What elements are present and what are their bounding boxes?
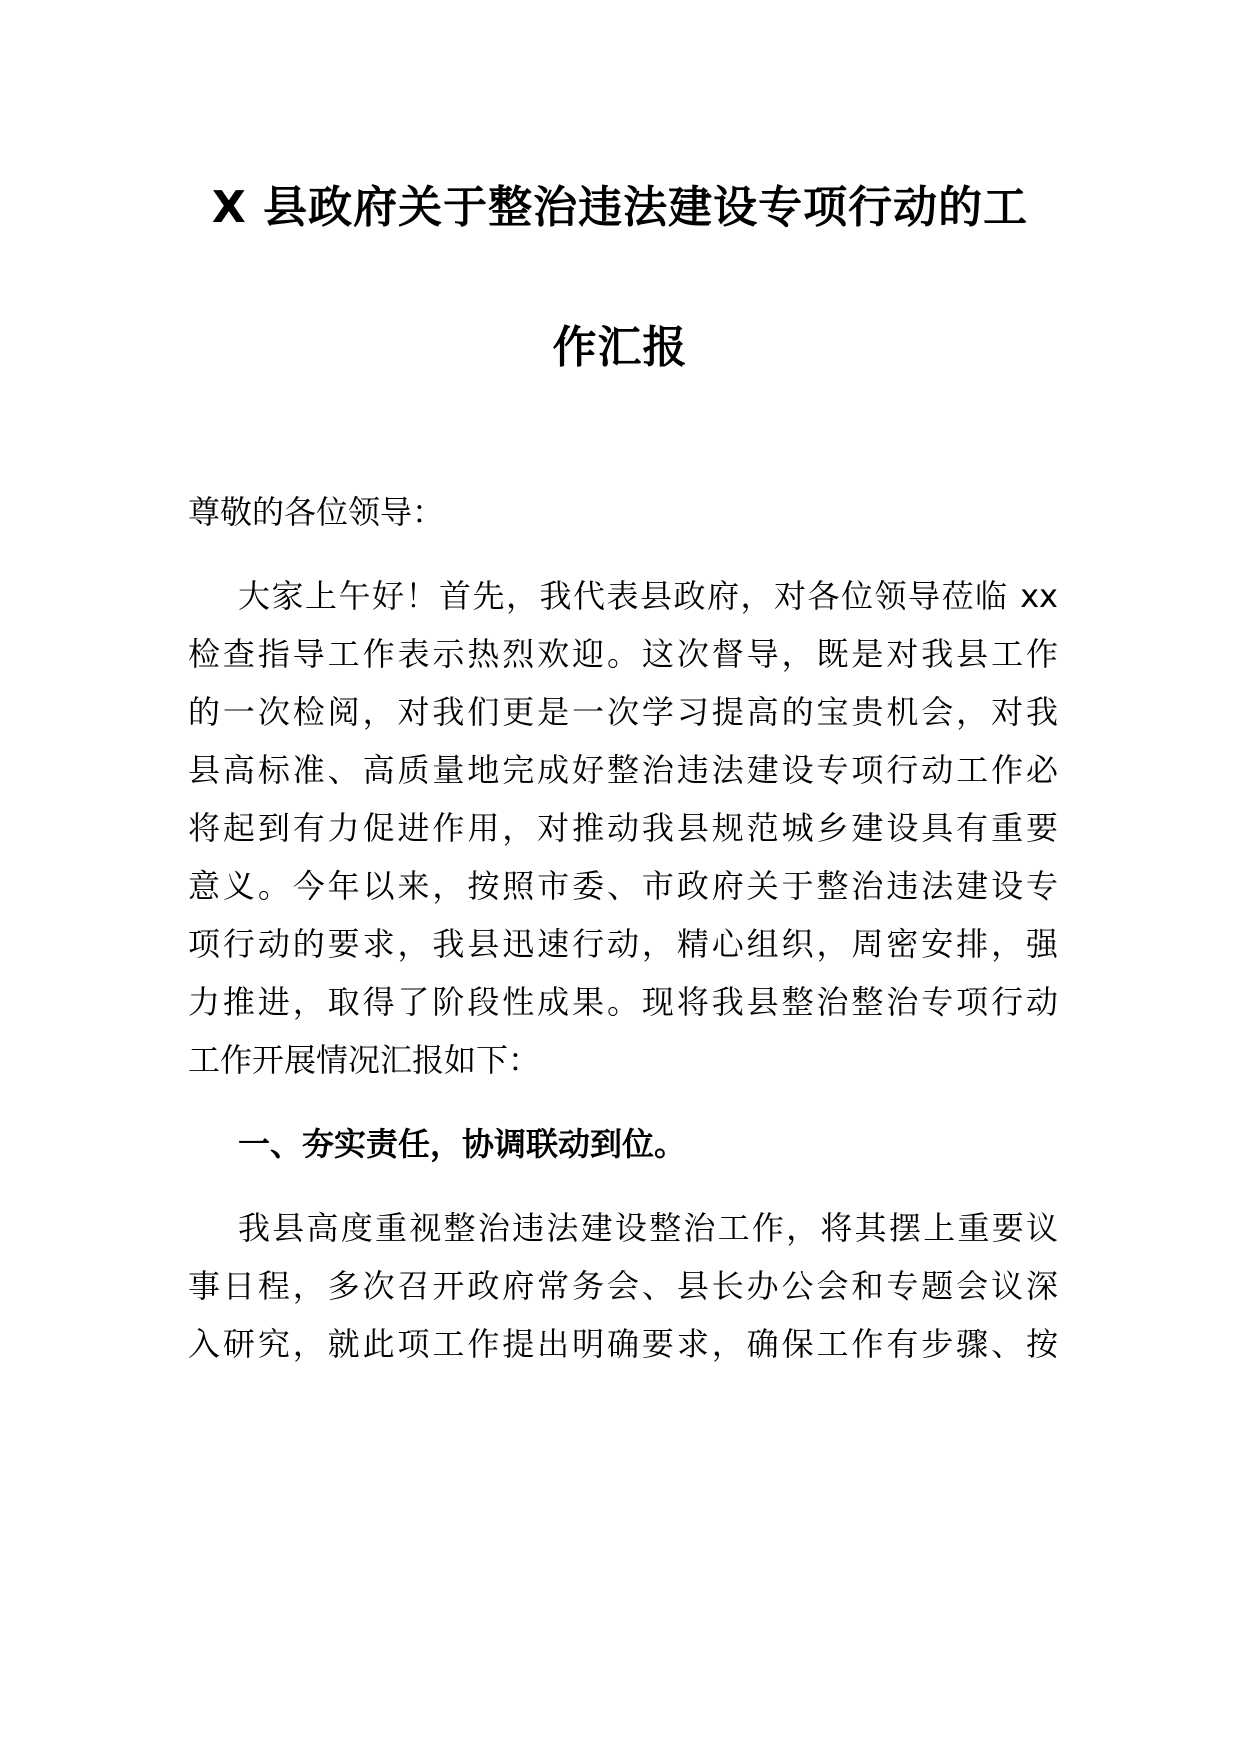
paragraph1-line: 大家上午好！首先，我代表县政府，对各位领导莅临 xx: [238, 577, 1058, 615]
paragraph2-line: 我县高度重视整治违法建设整治工作，将其摆上重要议: [238, 1209, 1058, 1247]
paragraph1-line: 项行动的要求，我县迅速行动，精心组织，周密安排，强: [188, 925, 1058, 963]
paragraph1-line: 力推进，取得了阶段性成果。现将我县整治整治专项行动: [188, 983, 1058, 1021]
salutation: 尊敬的各位领导：: [188, 493, 445, 531]
document-title-line-1: X 县政府关于整治违法建设专项行动的工: [211, 182, 1029, 233]
paragraph1-line: 将起到有力促进作用，对推动我县规范城乡建设具有重要: [188, 809, 1058, 847]
paragraph1-line: 的一次检阅，对我们更是一次学习提高的宝贵机会，对我: [188, 693, 1058, 731]
paragraph1-line: 县高标准、高质量地完成好整治违法建设专项行动工作必: [188, 751, 1058, 789]
paragraph2-line: 事日程，多次召开政府常务会、县长办公会和专题会议深: [188, 1267, 1058, 1305]
paragraph1-line: 检查指导工作表示热烈欢迎。这次督导，既是对我县工作: [188, 635, 1058, 673]
paragraph1-line: 工作开展情况汇报如下：: [188, 1041, 541, 1079]
section-heading: 一、夯实责任，协调联动到位。: [238, 1125, 687, 1163]
document-title-line-2: 作汇报: [552, 322, 688, 373]
paragraph2-line: 入研究，就此项工作提出明确要求，确保工作有步骤、按: [188, 1325, 1058, 1363]
paragraph1-line: 意义。今年以来，按照市委、市政府关于整治违法建设专: [188, 867, 1058, 905]
